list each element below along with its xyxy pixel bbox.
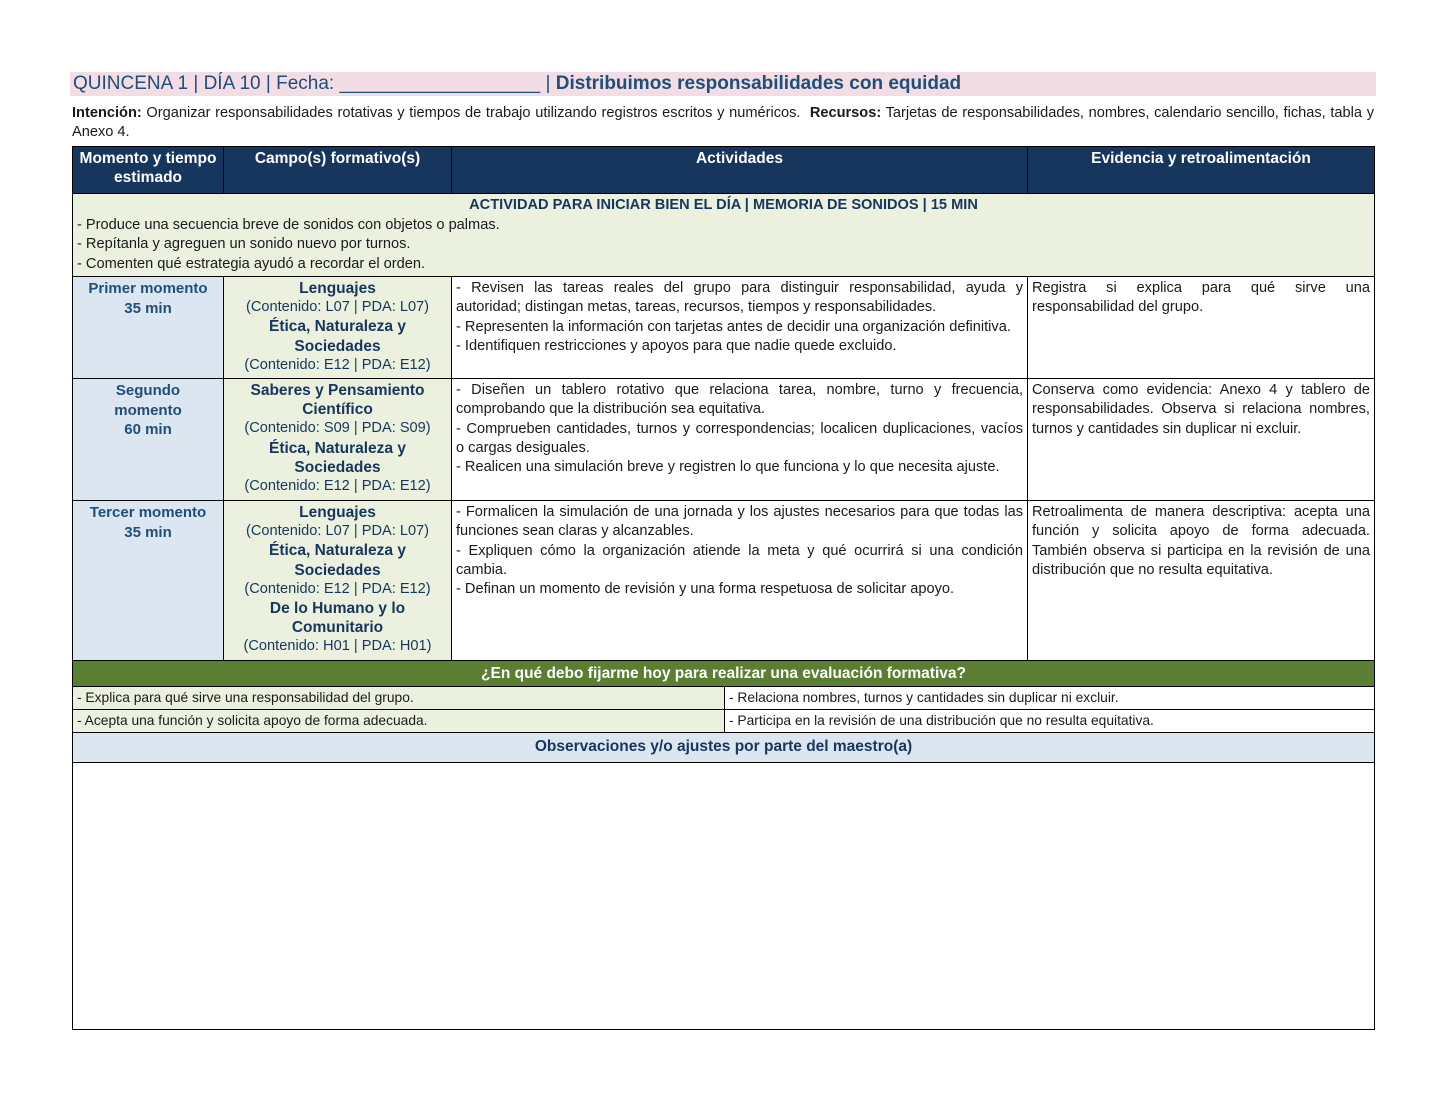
activity-line: - Revisen las tareas reales del grupo para distinguir responsabilidad, ayuda y autoridad; distingan metas, tareas, recursos, tiempos y responsabilidades. xyxy=(456,280,1023,316)
intent-label: Intención: xyxy=(72,105,142,121)
evaluation-title: ¿En qué debo fijarme hoy para realizar una evaluación formativa? xyxy=(73,661,1375,687)
evaluation-item-left: - Explica para qué sirve una responsabilidad del grupo. xyxy=(77,690,414,705)
start-activity-line: - Comenten qué estrategia ayudó a recordar el orden. xyxy=(77,255,426,272)
table-row xyxy=(73,501,1375,661)
observations-body-row xyxy=(73,763,1375,1030)
resources-text: Tarjetas de responsabilidades, nombres, calendario sencillo, fichas, tabla y Anexo 4. xyxy=(72,105,1374,140)
observations-header-row xyxy=(73,733,1375,763)
header-activities: Actividades xyxy=(452,147,1028,194)
planning-table xyxy=(72,146,1375,1030)
evaluation-item xyxy=(73,710,1375,733)
evidence-cell: Conserva como evidencia: Anexo 4 y tablero de responsabilidades. Observa si relaciona nombres, turnos y cantidades sin duplicar ni excluir. xyxy=(1028,379,1375,501)
campo-content: (Contenido: E12 | PDA: E12) xyxy=(244,356,431,373)
moment-cell xyxy=(73,277,224,379)
moment-label: Primer momento xyxy=(88,280,208,297)
start-activity-line: - Produce una secuencia breve de sonidos con objetos o palmas. xyxy=(77,216,500,233)
moment-cell xyxy=(73,379,224,501)
intent-text: Organizar responsabilidades rotativas y tiempos de trabajo utilizando registros escritos y numéricos. xyxy=(146,105,801,121)
moment-time: 35 min xyxy=(124,523,172,541)
evidence-cell: Retroalimenta de manera descriptiva: acepta una función y solicita apoyo de forma adecuada. También observa si participa en la revisión de una distribución que no resulta equitativa. xyxy=(1028,501,1375,661)
campo-name: Ética, Naturaleza y Sociedades xyxy=(269,439,406,476)
campo-content: (Contenido: E12 | PDA: E12) xyxy=(244,580,431,597)
evaluation-row xyxy=(73,687,1375,710)
campo-content: (Contenido: H01 | PDA: H01) xyxy=(243,638,432,655)
moment-time: 35 min xyxy=(124,299,172,317)
title-suffix: Distribuimos responsabilidades con equidad xyxy=(555,73,962,94)
evaluation-item xyxy=(73,687,1375,710)
campo-cell xyxy=(224,379,452,501)
activity-line: - Expliquen cómo la organización atiende la meta y qué ocurrirá si una condición cambia. xyxy=(456,542,1023,578)
intention-paragraph xyxy=(72,104,1374,142)
table-row xyxy=(73,379,1375,501)
start-activity-row xyxy=(73,194,1375,277)
campo-content: (Contenido: L07 | PDA: L07) xyxy=(245,299,430,316)
campo-cell xyxy=(224,277,452,379)
moment-time: 60 min xyxy=(124,421,172,438)
title-prefix: QUINCENA 1 | DÍA 10 | Fecha: ___________________ | xyxy=(73,73,551,94)
header-evidence: Evidencia y retroalimentación xyxy=(1028,147,1375,194)
table-header-row xyxy=(73,147,1375,194)
header-campo: Campo(s) formativo(s) xyxy=(224,147,452,194)
table-row xyxy=(73,277,1375,379)
activity-line: - Diseñen un tablero rotativo que relaciona tarea, nombre, turno y frecuencia, comprobando que la distribución sea equitativa. xyxy=(456,382,1023,418)
activities-cell xyxy=(452,277,1028,379)
evaluation-item-right: - Participa en la revisión de una distribución que no resulta equitativa. xyxy=(724,710,1374,732)
moment-cell xyxy=(73,501,224,661)
campo-name: Saberes y Pensamiento Científico xyxy=(250,382,425,419)
activity-line: - Definan un momento de revisión y una forma respetuosa de solicitar apoyo. xyxy=(456,581,955,598)
evidence-cell: Registra si explica para qué sirve una responsabilidad del grupo. xyxy=(1028,277,1375,379)
campo-content: (Contenido: L07 | PDA: L07) xyxy=(245,523,430,540)
campo-content: (Contenido: E12 | PDA: E12) xyxy=(244,478,431,495)
activity-line: - Representen la información con tarjetas antes de decidir una organización definitiva. xyxy=(456,318,1011,335)
resources-label: Recursos: xyxy=(809,105,882,121)
activities-cell xyxy=(452,379,1028,501)
campo-name: Ética, Naturaleza y Sociedades xyxy=(269,318,406,355)
evaluation-item-left: - Acepta una función y solicita apoyo de forma adecuada. xyxy=(77,713,428,728)
campo-cell xyxy=(224,501,452,661)
observations-area[interactable] xyxy=(73,763,1375,1030)
campo-name: Lenguajes xyxy=(299,280,376,297)
moment-label: Tercer momento xyxy=(89,504,207,521)
evaluation-header-row xyxy=(73,661,1375,687)
activities-cell xyxy=(452,501,1028,661)
campo-name: Ética, Naturaleza y Sociedades xyxy=(269,542,406,579)
start-activity-line: - Repítanla y agreguen un sonido nuevo por turnos. xyxy=(77,236,411,252)
moment-label: momento xyxy=(114,401,182,419)
evaluation-row xyxy=(73,710,1375,733)
moment-label: Segundo xyxy=(115,382,181,399)
activity-line: - Realicen una simulación breve y registren lo que funciona y lo que necesita ajuste. xyxy=(456,459,1000,476)
evaluation-item-right: - Relaciona nombres, turnos y cantidades sin duplicar ni excluir. xyxy=(724,687,1374,709)
activity-line: - Identifiquen restricciones y apoyos para que nadie quede excluido. xyxy=(456,337,897,354)
activity-line: - Formalicen la simulación de una jornada y los ajustes necesarios para que todas las funciones sean claras y alcanzables. xyxy=(456,504,1023,540)
campo-name: De lo Humano y lo Comunitario xyxy=(269,600,406,637)
campo-name: Lenguajes xyxy=(299,504,376,521)
activity-line: - Comprueben cantidades, turnos y correspondencias; localicen duplicaciones, vacíos o cargas desiguales. xyxy=(456,420,1023,456)
observations-title: Observaciones y/o ajustes por parte del maestro(a) xyxy=(73,733,1375,763)
campo-content: (Contenido: S09 | PDA: S09) xyxy=(244,420,431,437)
header-moment: Momento y tiempo estimado xyxy=(73,147,224,194)
start-activity-cell xyxy=(73,194,1375,277)
page-title xyxy=(70,72,1376,96)
start-activity-title: ACTIVIDAD PARA INICIAR BIEN EL DÍA | MEMORIA DE SONIDOS | 15 MIN xyxy=(469,197,978,213)
